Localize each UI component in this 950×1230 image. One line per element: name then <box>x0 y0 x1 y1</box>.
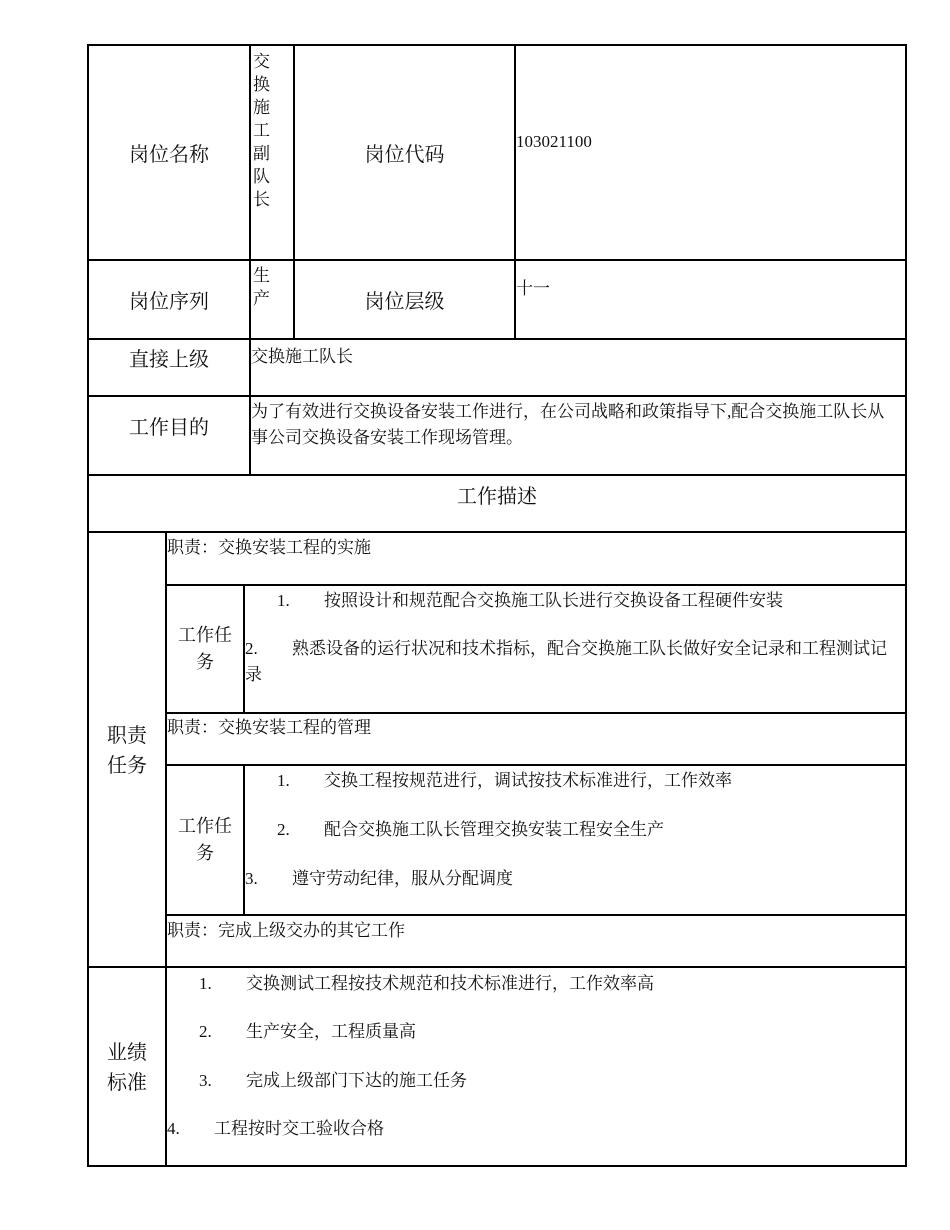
item-text: 交换测试工程按技术规范和技术标准进行，工作效率高 <box>246 974 654 993</box>
divider <box>165 914 907 916</box>
item-number: 2. <box>199 1022 212 1041</box>
task-label-text: 工作任务 <box>178 816 232 863</box>
list-item <box>277 588 783 614</box>
item-number: 2. <box>277 820 290 839</box>
item-text: 生产安全，工程质量高 <box>246 1022 416 1041</box>
list-item <box>245 636 893 688</box>
item-number: 3. <box>199 1071 212 1090</box>
list-item <box>199 1068 467 1094</box>
border-bottom <box>87 1165 907 1167</box>
item-number: 1. <box>277 771 290 790</box>
divider <box>243 764 245 916</box>
list-item <box>199 1019 416 1045</box>
post-sequence-value: 生产 <box>253 266 270 308</box>
divider <box>165 712 907 714</box>
item-number: 1. <box>277 591 290 610</box>
divider <box>165 764 907 766</box>
item-number: 1. <box>199 974 212 993</box>
post-code-value: 103021100 <box>516 132 592 151</box>
duty-title: 职责：完成上级交办的其它工作 <box>167 921 405 940</box>
divider <box>87 966 907 968</box>
duty-title: 职责：交换安装工程的实施 <box>167 538 371 557</box>
task-label-text: 工作任务 <box>178 625 232 672</box>
item-text: 遵守劳动纪律，服从分配调度 <box>292 869 513 888</box>
post-name-value: 交换施工副队长 <box>253 52 270 209</box>
item-text: 完成上级部门下达的施工任务 <box>246 1071 467 1090</box>
task-label <box>167 586 243 712</box>
divider <box>165 584 907 586</box>
border-right <box>905 44 907 1167</box>
item-number: 2. <box>245 639 258 658</box>
item-number: 4. <box>167 1119 180 1138</box>
item-text: 按照设计和规范配合交换施工队长进行交换设备工程硬件安装 <box>324 591 783 610</box>
list-item <box>277 768 732 794</box>
purpose-value: 为了有效进行交换设备安装工作进行，在公司战略和政策指导下,配合交换施工队长从事公司交换设备安装工作现场管理。 <box>251 402 885 447</box>
post-level-value: 十一 <box>516 279 550 298</box>
list-item <box>245 866 513 892</box>
item-number: 3. <box>245 869 258 888</box>
supervisor-label: 直接上级 <box>129 347 209 371</box>
item-text: 熟悉设备的运行状况和技术指标，配合交换施工队长做好安全记录和工程测试记录 <box>245 639 887 684</box>
post-name-label: 岗位名称 <box>129 142 209 166</box>
task-label <box>167 766 243 914</box>
post-code-label: 岗位代码 <box>364 142 445 166</box>
post-level-label: 岗位层级 <box>364 289 445 313</box>
supervisor-value: 交换施工队长 <box>251 347 353 366</box>
duties-label <box>89 533 165 966</box>
item-text: 工程按时交工验收合格 <box>214 1119 384 1138</box>
item-text: 配合交换施工队长管理交换安装工程安全生产 <box>324 820 664 839</box>
item-text: 交换工程按规范进行，调试按技术标准进行，工作效率 <box>324 771 732 790</box>
purpose-label: 工作目的 <box>129 414 209 439</box>
list-item <box>199 971 654 997</box>
duties-label-text: 职责任务 <box>107 722 147 777</box>
list-item <box>277 817 664 843</box>
duty-title: 职责：交换安装工程的管理 <box>167 718 371 737</box>
performance-label <box>89 968 165 1165</box>
list-item <box>167 1116 384 1142</box>
performance-label-text: 业绩标准 <box>107 1039 147 1094</box>
divider <box>87 531 907 533</box>
description-title: 工作描述 <box>457 483 537 508</box>
post-sequence-label: 岗位序列 <box>129 289 209 313</box>
